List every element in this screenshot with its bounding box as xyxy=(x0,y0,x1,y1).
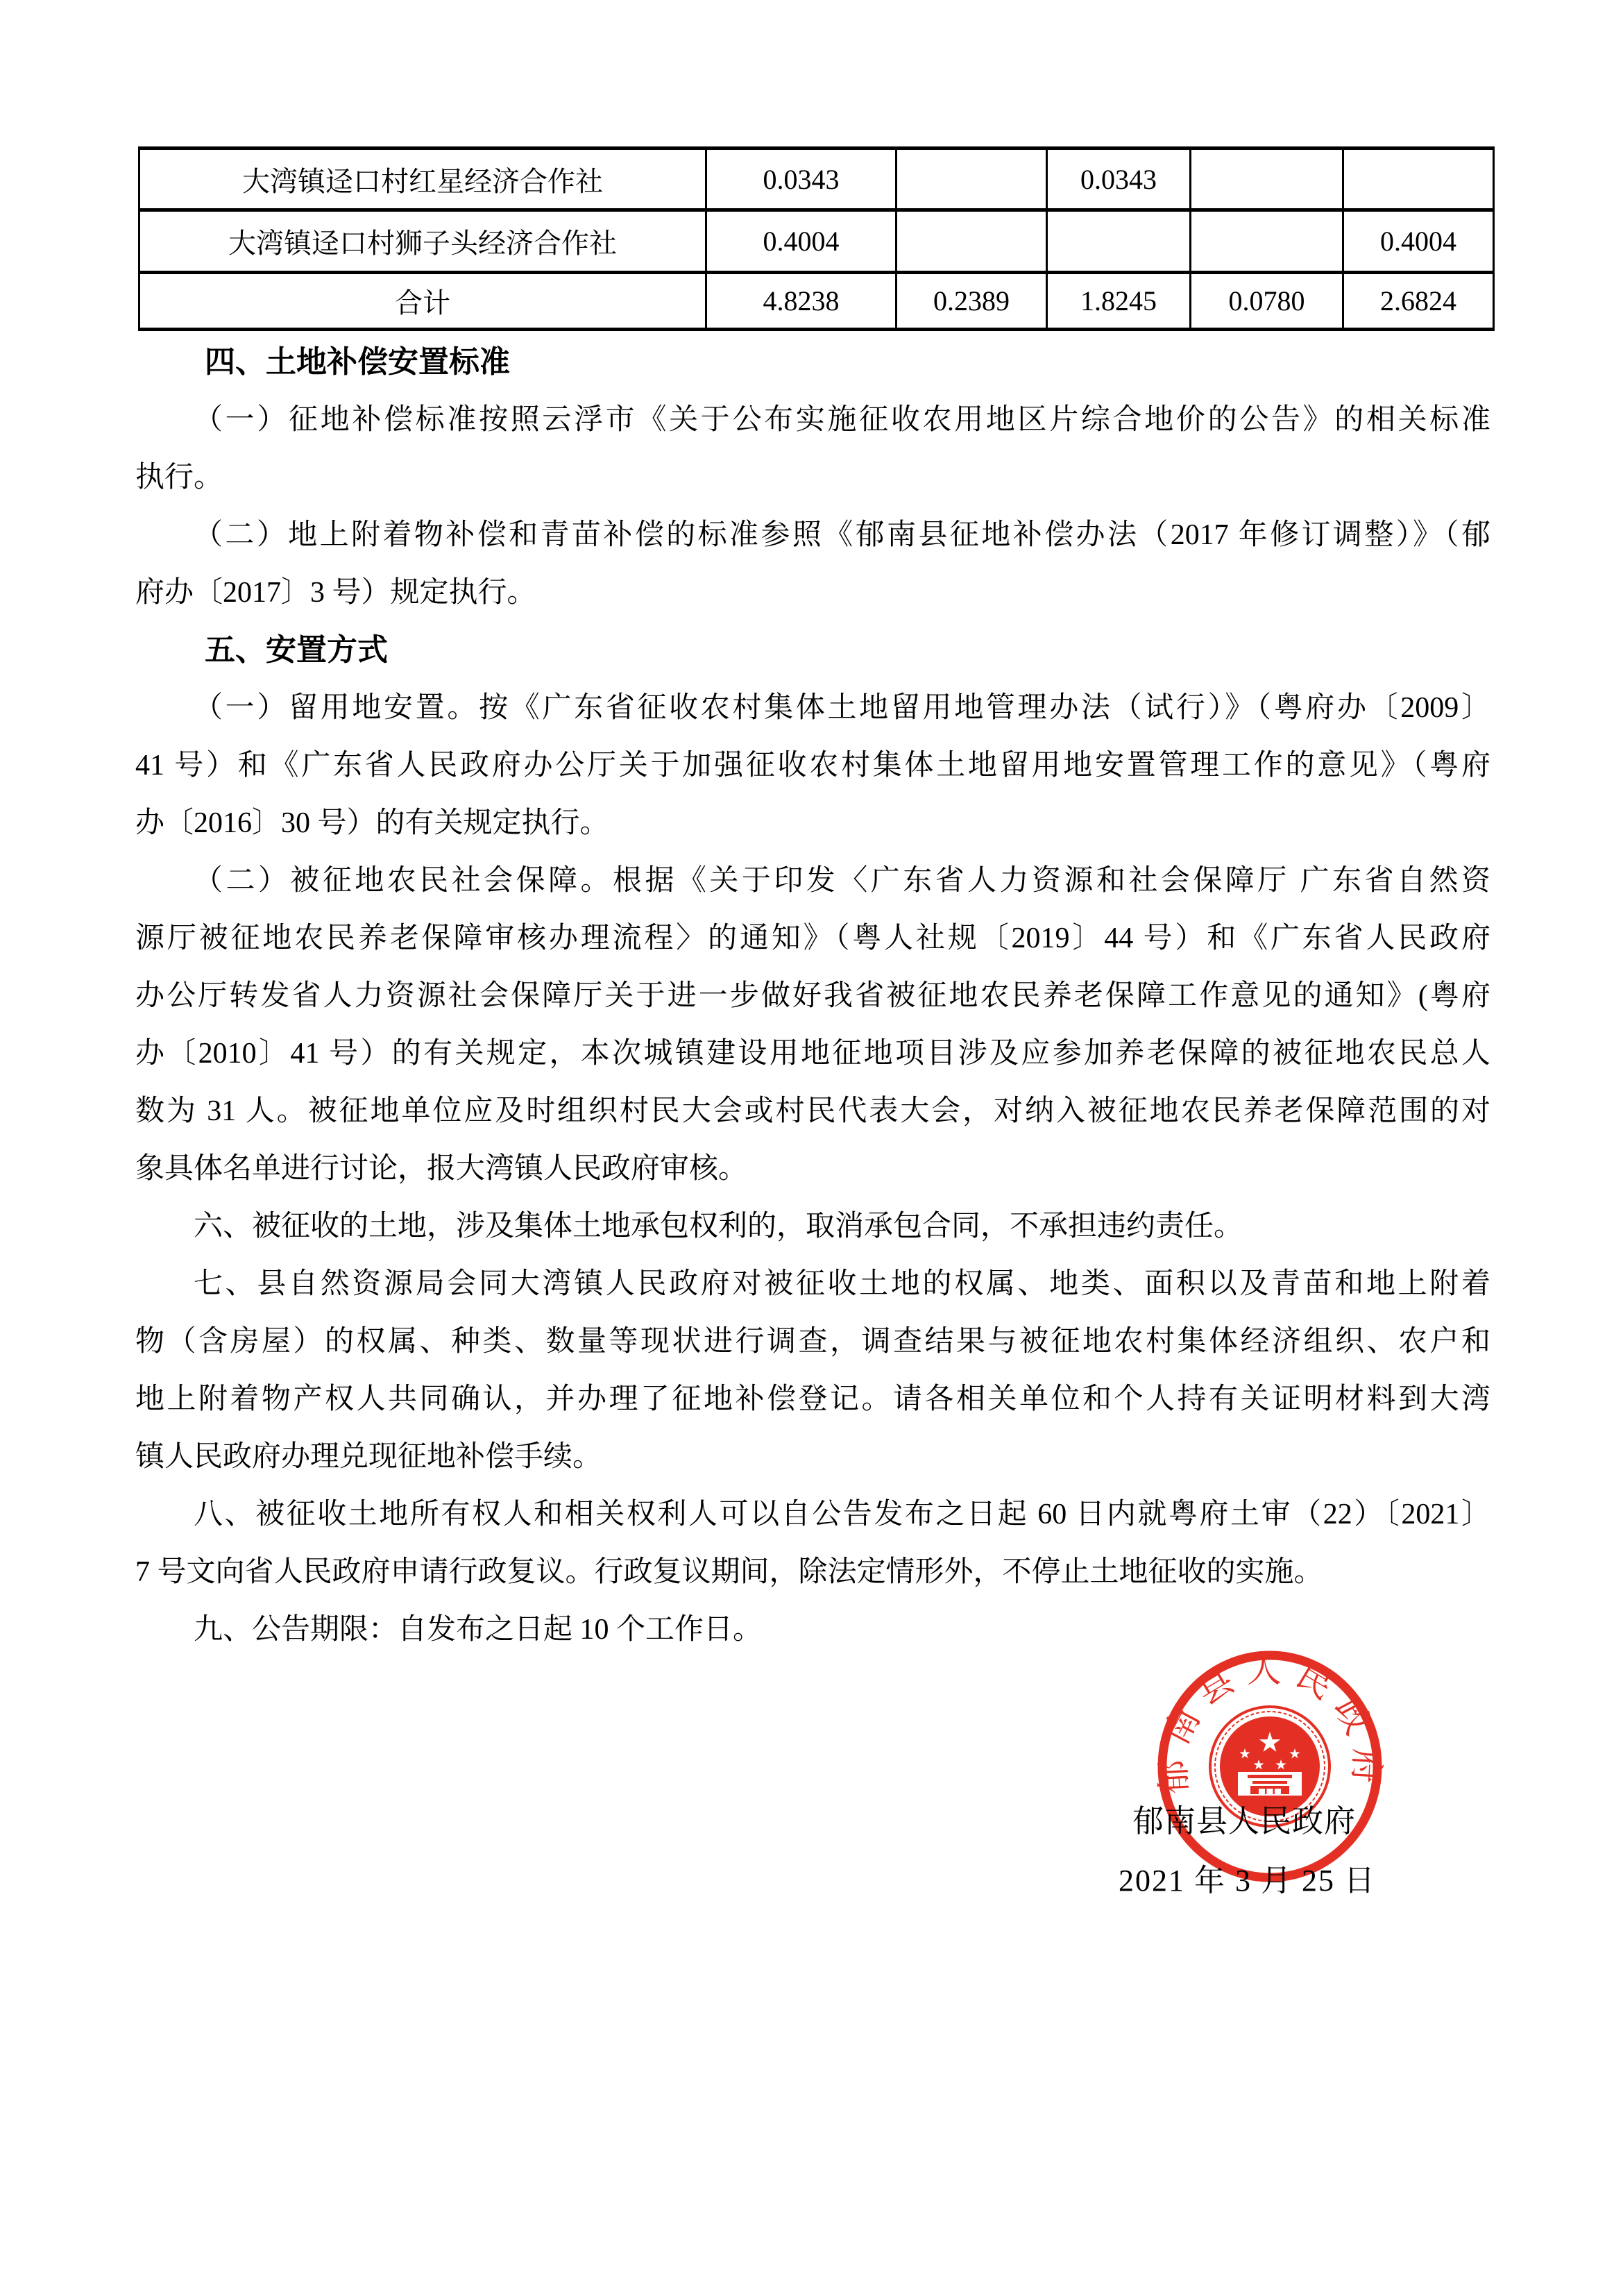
seal-arc-text: 郁南县人民政府 xyxy=(1153,1650,1387,1796)
body-line: 41 号）和《广东省人民政府办公厅关于加强征收农村集体土地留用地安置管理工作的意见》（粤府 xyxy=(135,750,1490,782)
table-cell-total: 4.8238 xyxy=(707,274,897,328)
body-line: 物（含房屋）的权属、种类、数量等现状进行调查，调查结果与被征地农村集体经济组织、农户和 xyxy=(135,1326,1490,1358)
table-cell-total: 0.0780 xyxy=(1191,274,1344,328)
table-cell xyxy=(897,150,1048,212)
body-line: （二）被征地农民社会保障。根据《关于印发〈广东省人力资源和社会保障厅 广东省自然资 xyxy=(194,865,1490,897)
body-line: 八、被征收土地所有权人和相关权利人可以自公告发布之日起 60 日内就粤府土审（22）〔2021〕 xyxy=(194,1499,1490,1530)
table-cell xyxy=(1191,150,1344,212)
table-cell-total: 0.2389 xyxy=(897,274,1048,328)
table-cell: 0.0343 xyxy=(707,150,897,212)
body-line: （二）地上附着物补偿和青苗补偿的标准参照《郁南县征地补偿办法（2017 年修订调整）》（郁 xyxy=(194,519,1490,551)
section-heading-5: 五、安置方式 xyxy=(205,633,388,667)
section-heading-4: 四、土地补偿安置标准 xyxy=(205,345,510,379)
table-cell: 0.4004 xyxy=(1344,212,1493,274)
body-line: 象具体名单进行讨论，报大湾镇人民政府审核。 xyxy=(135,1153,748,1185)
table-cell xyxy=(1191,212,1344,274)
body-line: 办〔2016〕30 号）的有关规定执行。 xyxy=(135,807,609,839)
body-line: 执行。 xyxy=(135,462,223,493)
issue-date: 2021 年 3 月 25 日 xyxy=(1119,1864,1376,1898)
body-line: 办公厅转发省人力资源社会保障厅关于进一步做好我省被征地农民养老保障工作意见的通知》(粤府 xyxy=(135,980,1490,1012)
table-cell: 0.4004 xyxy=(707,212,897,274)
body-line: 九、公告期限：自发布之日起 10 个工作日。 xyxy=(194,1614,763,1646)
table-cell xyxy=(1344,150,1493,212)
table-cell-total: 2.6824 xyxy=(1380,285,1456,316)
body-line: 数为 31 人。被征地单位应及时组织村民大会或村民代表大会，对纳入被征地农民养老保障范围的对 xyxy=(135,1095,1490,1127)
table-cell: 大湾镇迳口村红星经济合作社 xyxy=(140,150,707,212)
body-line: 办〔2010〕41 号）的有关规定，本次城镇建设用地征地项目涉及应参加养老保障的被征地农民总人 xyxy=(135,1038,1490,1070)
table-cell-total: 1.8245 xyxy=(1048,274,1191,328)
body-line: （一）征地补偿标准按照云浮市《关于公布实施征收农用地区片综合地价的公告》的相关标准 xyxy=(194,404,1490,436)
table-cell: 大湾镇迳口村狮子头经济合作社 xyxy=(140,212,707,274)
table-cell xyxy=(1048,212,1191,274)
table-cell-total: 合计 xyxy=(140,274,707,328)
issuer-signature: 郁南县人民政府 xyxy=(1132,1804,1357,1839)
body-line: 地上附着物产权人共同确认，并办理了征地补偿登记。请各相关单位和个人持有关证明材料到大湾 xyxy=(135,1383,1490,1415)
body-line: 六、被征收的土地，涉及集体土地承包权利的，取消承包合同，不承担违约责任。 xyxy=(194,1210,1243,1242)
table-cell xyxy=(897,212,1048,274)
body-line: 源厅被征地农民养老保障审核办理流程〉的通知》（粤人社规〔2019〕44 号）和《广东省人民政府 xyxy=(135,922,1490,954)
body-line: 7 号文向省人民政府申请行政复议。行政复议期间，除法定情形外，不停止土地征收的实施。 xyxy=(135,1556,1323,1588)
official-seal xyxy=(1152,1647,1388,1886)
body-line: 府办〔2017〕3 号）规定执行。 xyxy=(135,577,536,609)
body-line: 七、县自然资源局会同大湾镇人民政府对被征收土地的权属、地类、面积以及青苗和地上附着 xyxy=(194,1268,1490,1300)
body-line: 镇人民政府办理兑现征地补偿手续。 xyxy=(135,1441,602,1473)
body-line: （一）留用地安置。按《广东省征收农村集体土地留用地管理办法（试行）》（粤府办〔2009〕 xyxy=(194,692,1490,724)
compensation-table xyxy=(138,146,1495,331)
table-cell: 0.0343 xyxy=(1048,150,1191,212)
